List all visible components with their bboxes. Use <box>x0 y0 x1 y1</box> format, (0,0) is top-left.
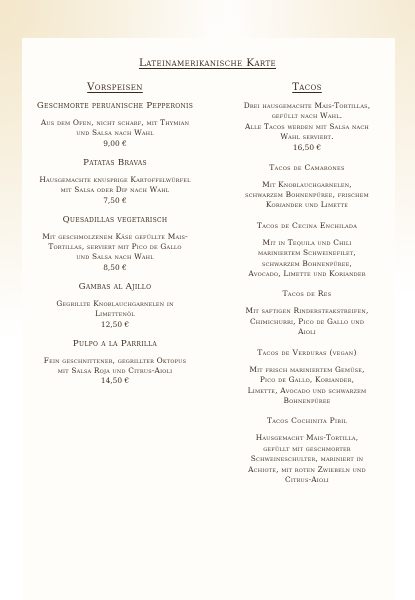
starter-item <box>22 339 208 387</box>
taco-name: Tacos Cochinita Pibil <box>266 416 348 426</box>
taco-item <box>212 347 402 407</box>
taco-name: Tacos de Camarones <box>269 162 345 172</box>
starters-column <box>22 82 208 395</box>
taco-name: Tacos de Res <box>282 289 332 299</box>
starter-item <box>22 215 208 273</box>
starter-description: Fein geschnittener, gegrillter Oktopus mit Salsa Roja und Citrus-Aioli <box>43 355 187 376</box>
taco-name: Tacos de Verduras (vegan) <box>257 347 357 357</box>
tacos-column <box>212 82 402 494</box>
starter-price: 8,50 € <box>103 262 127 272</box>
taco-description: Mit in Tequila und Chili mariniertem Schweinefilet, schwarzem Bohnenpüree, Avocado, Limette und Koriander <box>248 237 366 279</box>
starter-description: Hausgemachte knusprige Kartoffelwürfel mit Salsa oder Dip nach Wahl <box>39 174 191 195</box>
taco-item <box>212 220 402 280</box>
taco-description: Hausgemacht Mais-Tortilla, gefüllt mit geschmorter Schweineschulter, mariniert in Achiote, mit roten Zwiebeln und Citrus-Aioli <box>248 433 366 484</box>
taco-description: Mit Knoblauchgarnelen, schwarzem Bohnenpüree, frischem Koriander und Limette <box>245 179 369 210</box>
tacos-price: 16,50 € <box>292 142 322 152</box>
starter-name: Patatas Bravas <box>83 157 147 168</box>
tacos-heading: Tacos <box>292 82 322 93</box>
starter-name: Quesadillas vegetarisch <box>62 214 168 225</box>
taco-item <box>212 162 402 211</box>
starter-name: Pulpo a la Parrilla <box>72 338 158 349</box>
tacos-intro <box>212 101 402 153</box>
starter-name: Gambas al Ajillo <box>78 281 152 292</box>
starter-description: Gegrillte Knoblauchgarnelen in Limettenöl <box>56 298 174 319</box>
starter-price: 14,50 € <box>100 376 130 386</box>
taco-description: Mit frisch mariniertem Gemüse, Pico de Gallo, Koriander, Limette, Avocado und schwarzem Bohnenpüree <box>247 364 367 405</box>
taco-name: Tacos de Cecina Enchilada <box>256 220 358 230</box>
taco-item <box>212 288 402 337</box>
starter-description: Mit geschmolzenem Käse gefüllte Mais- Tortillas, serviert mit Pico de Gallo und Salsa nach Wahl <box>42 231 188 262</box>
starter-description: Aus dem Ofen, nicht scharf, mit Thymian und Salsa nach Wahl <box>40 118 190 138</box>
menu-title: Lateinamerikanische Karte <box>138 57 277 69</box>
tacos-intro-text: Drei hausgemachte Mais-Tortillas, gefüllt nach Wahl. Alle Tacos werden mit Salsa nach Wahl serviert. <box>243 101 371 142</box>
taco-item <box>212 415 402 485</box>
starter-item <box>22 282 208 330</box>
starter-price: 9,00 € <box>103 138 127 148</box>
starter-item <box>22 101 208 149</box>
starter-price: 7,50 € <box>103 195 127 205</box>
taco-description: Mit saftigen Rindersteakstreifen, Chimichurri, Pico de Gallo und Aioli <box>245 306 369 337</box>
starters-heading: Vorspeisen <box>87 82 143 93</box>
starter-item <box>22 158 208 206</box>
starter-price: 12,50 € <box>100 319 130 329</box>
starter-name: Geschmorte peruanische Pepperonis <box>36 101 194 111</box>
